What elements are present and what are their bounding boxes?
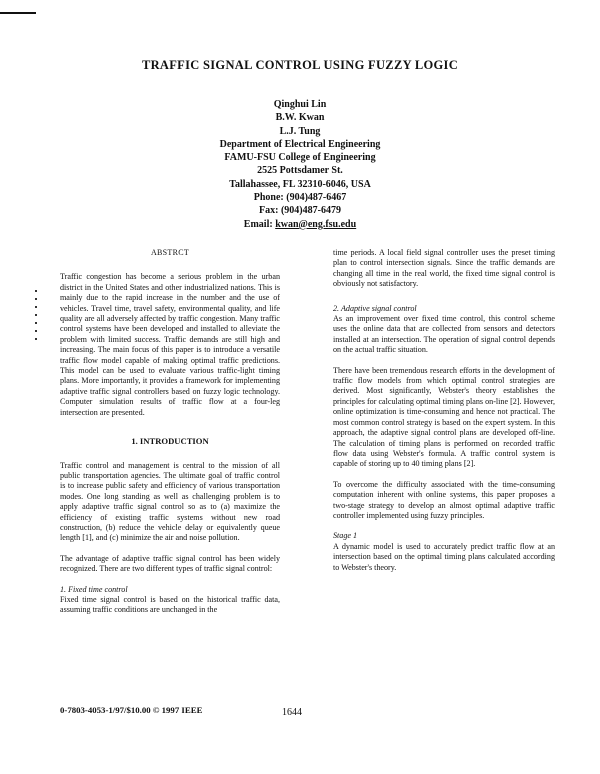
fixed-time-heading: 1. Fixed time control (60, 584, 128, 594)
research-paragraph: There have been tremendous research efforts in the development of traffic flow models from which optimal control strategies are derived. Most significantly, Webster's theory establishes the principles for calculating optimal timing plans on-line [2]. However, online optimization is time-consuming and hence not practical. The most common control strategy is based on the expert system. In this approach, the adaptive signal control plans are developed off-line. The calculation of timing plans is performed on recorded traffic flow data using Webster's formula. A traffic control system is capable of storing up to 40 timing plans [2]. (333, 365, 555, 469)
left-column (60, 248, 280, 626)
adaptive-control-text: As an improvement over fixed time control, this control scheme uses the online data that are collected from sensors and detectors installed at an intersection. The operation of signal control depends on the actual traffic situation. (333, 314, 555, 355)
author-phone: Phone: (904)487-6467 (253, 192, 347, 204)
stage-text: A dynamic model is used to accurately predict traffic flow at an intersection based on the optimal timing plans calculated according to Webster's theory. (333, 541, 555, 572)
author-department: Department of Electrical Engineering (219, 138, 381, 150)
author-college: FAMU-FSU College of Engineering (224, 152, 376, 164)
top-rule (0, 12, 36, 14)
email-label: Email: (243, 218, 273, 230)
stage-heading: Stage 1 (333, 531, 358, 541)
email-link[interactable]: kwan@eng.fsu.edu (275, 218, 357, 230)
abstract-text: Traffic congestion has become a serious problem in the urban district in the United States and other industrialized nations. This is mainly due to the rapid increase in the number and the use of vehicles. Travel time, travel safety, environmental quality, and life quality are all adversely affected by traffic congestion. Many traffic control systems have been developed and installed to alleviate the problem with limited success. Traffic demands are still high and increasing. The main focus of this paper is to introduce a versatile traffic flow model capable of making optimal traffic predictions. This model can be used to evaluate various traffic-light timing plans. More importantly, it provides a framework for implementing adaptive traffic signal controllers based on fuzzy logic technology. Computer simulation results of traffic flow at a four-leg intersection are presented. (60, 272, 280, 417)
page-number: 1644 (282, 707, 302, 718)
right-column (333, 248, 555, 583)
intro-paragraph: Traffic control and management is central to the mission of all public transportation agencies. The ultimate goal of traffic control is to increase public safety and efficiency of various transportation modes. One long standing as well as challenging problem is to apply adaptive traffic signal control so as to (a) maximize the efficiency of existing traffic systems without new road construction, (b) reduce the vehicle delay or equivalently queue length [1], and (c) minimize the air and noise pollution. (60, 460, 280, 543)
continued-paragraph: time periods. A local field signal controller uses the preset timing plan to control intersection signals. Since the traffic demands are changing all time in the real world, the fixed time signal control is obviously not satisfactory. (333, 248, 555, 289)
intro-paragraph: The advantage of adaptive traffic signal control has been widely recognized. There are two different types of traffic signal control: (60, 553, 280, 574)
adaptive-control-heading: 2. Adaptive signal control (333, 303, 417, 313)
fixed-time-text: Fixed time signal control is based on the historical traffic data, assuming traffic conditions are unchanged in the (60, 594, 280, 615)
author-block (0, 98, 600, 231)
author-email (0, 218, 600, 231)
introduction-heading: 1. INTRODUCTION (131, 436, 209, 447)
margin-marks (35, 290, 37, 346)
author-name: B.W. Kwan (275, 112, 325, 124)
abstract-heading: ABSTRCT (150, 248, 190, 257)
copyright-code: 0-7803-4053-1/97/$10.00 © 1997 IEEE (60, 705, 203, 715)
author-fax: Fax: (904)487-6479 (259, 205, 341, 217)
author-street: 2525 Pottsdamer St. (257, 165, 343, 177)
paper-title: TRAFFIC SIGNAL CONTROL USING FUZZY LOGIC (141, 58, 459, 72)
author-name: Qinghui Lin (273, 99, 327, 110)
overcome-paragraph: To overcome the difficulty associated with the time-consuming computation inherent with online systems, this paper proposes a two-stage strategy to develop an almost optimal adaptive traffic controller implemented using fuzzy principles. (333, 479, 555, 520)
author-name: L.J. Tung (279, 125, 321, 137)
author-city: Tallahassee, FL 32310-6046, USA (229, 178, 371, 190)
